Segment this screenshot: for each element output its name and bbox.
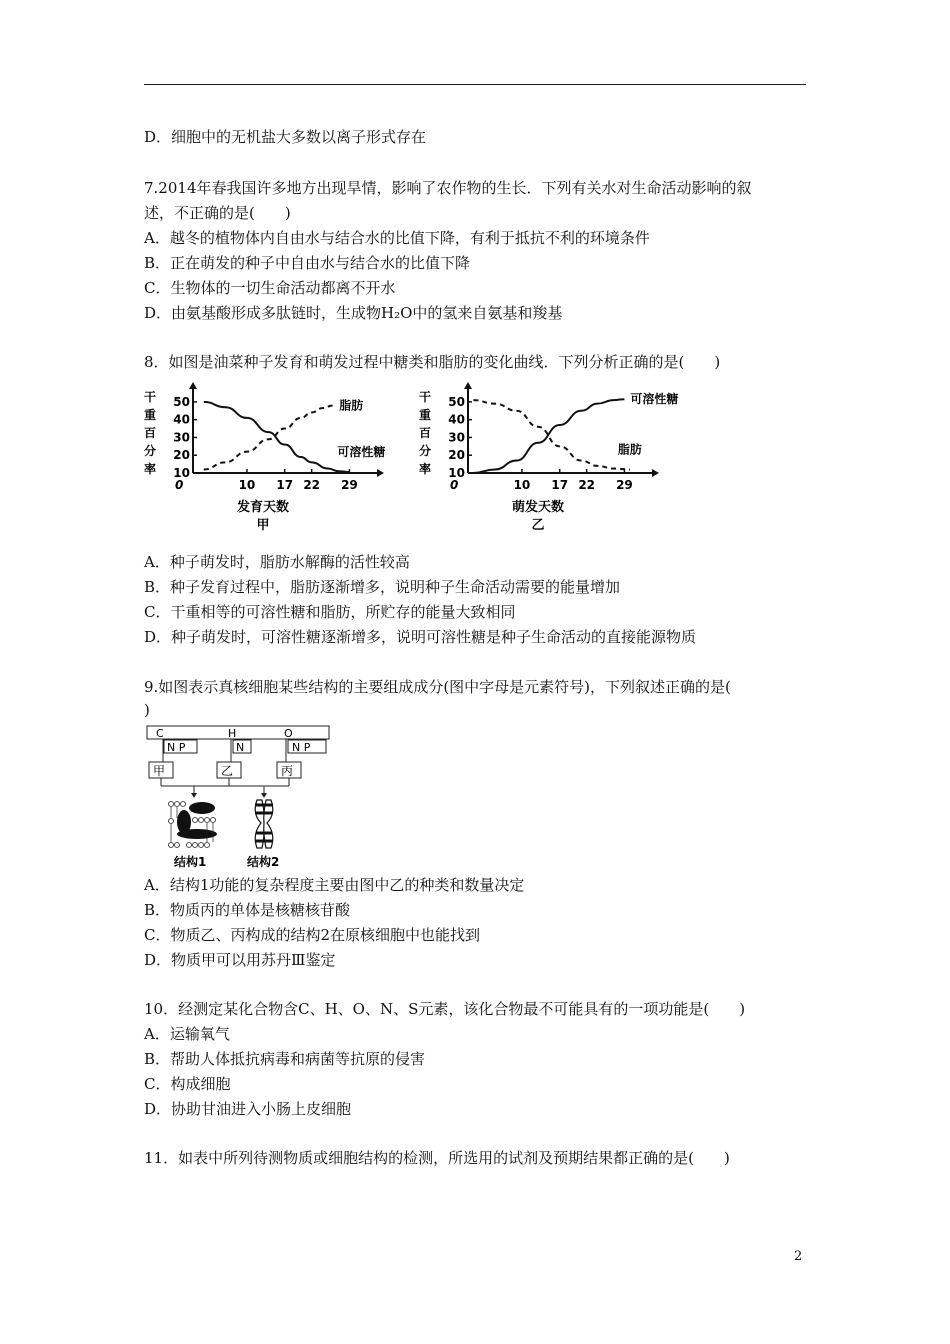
q8-option-b: B．种子发育过程中，脂肪逐渐增多，说明种子生命活动需要的能量增加 [144, 578, 621, 596]
y-axis-label-char: 重 [419, 408, 432, 422]
q10-option-a: A．运输氧气 [144, 1025, 230, 1043]
substance-yi: 乙 [221, 764, 234, 778]
series-line-dashed [204, 405, 333, 469]
q7-option-c: C．生物体的一切生命活动都离不开水 [144, 279, 396, 297]
x-tick-label: 29 [616, 478, 633, 492]
x-tick-label: 22 [578, 478, 596, 492]
series-line-dashed [473, 400, 629, 469]
y-axis-label-char: 干 [419, 390, 432, 404]
y-tick-label: 10 [173, 466, 190, 480]
q7-stem-line1: 7.2014年春我国许多地方出现旱情，影响了农作物的生长．下列有关水对生命活动影响的叙 [144, 179, 752, 197]
y-axis-label-char: 分 [419, 444, 432, 458]
elements-box [147, 726, 329, 739]
q9-option-a: A．结构1功能的复杂程度主要由图中乙的种类和数量决定 [144, 876, 525, 894]
q10-option-c: C．构成细胞 [144, 1075, 231, 1093]
structure-2-label: 结构2 [247, 855, 280, 869]
y-axis-arrow [464, 382, 472, 389]
np-right-label: N P [292, 741, 311, 754]
y-tick-label: 30 [173, 430, 190, 445]
y-axis-label-char: 重 [144, 408, 157, 422]
x-tick-label: 22 [303, 478, 321, 492]
y-axis-label-char: 百 [144, 426, 157, 440]
series-line-solid [473, 399, 624, 473]
x-axis-label: 发育天数 [236, 500, 290, 515]
chart-sublabel: 甲 [256, 518, 270, 533]
q9-stem-line2: ) [144, 701, 150, 719]
y-tick-label: 40 [173, 412, 190, 427]
q8-option-d: D．种子萌发时，可溶性糖逐渐增多，说明可溶性糖是种子生命活动的直接能源物质 [144, 628, 697, 646]
y-tick-label: 30 [448, 430, 465, 445]
y-axis-label-char: 百 [419, 426, 432, 440]
x-tick-label: 10 [238, 478, 256, 492]
q9-diagram [144, 724, 344, 874]
prev-option-d: D．细胞中的无机盐大多数以离子形式存在 [144, 128, 427, 146]
series-label: 可溶性糖 [337, 445, 386, 460]
y-tick-label: 40 [448, 412, 465, 427]
structure-1-label: 结构1 [174, 855, 207, 869]
q9-option-d: D．物质甲可以用苏丹Ⅲ鉴定 [144, 951, 336, 969]
series-label: 脂肪 [617, 442, 642, 457]
q10-option-b: B．帮助人体抵抗病毒和病菌等抗原的侵害 [144, 1050, 426, 1068]
y-tick-label: 50 [448, 394, 465, 409]
q8-option-c: C．干重相等的可溶性糖和脂肪，所贮存的能量大致相同 [144, 603, 516, 621]
y-axis-label-char: 分 [144, 444, 157, 458]
x-tick-label: 10 [513, 478, 531, 492]
q7-option-b: B．正在萌发的种子中自由水与结合水的比值下降 [144, 254, 471, 272]
q9-stem-line1: 9.如图表示真核细胞某些结构的主要组成成分(图中字母是元素符号)，下列叙述正确的是( [144, 678, 731, 696]
q10-option-d: D．协助甘油进入小肠上皮细胞 [144, 1100, 352, 1118]
x-axis-arrow [377, 469, 384, 477]
y-axis-label-char: 干 [144, 390, 157, 404]
x-tick-label: 29 [341, 478, 358, 492]
q8-stem: 8．如图是油菜种子发育和萌发过程中糖类和脂肪的变化曲线．下列分析正确的是( ) [144, 353, 721, 371]
q9-option-b: B．物质丙的单体是核糖核苷酸 [144, 901, 351, 919]
n-mid-label: N [236, 741, 245, 754]
y-tick-label: 20 [173, 448, 190, 463]
substance-jia: 甲 [153, 764, 166, 778]
membrane-structure-icon [169, 802, 218, 848]
y-tick-label: 50 [173, 394, 190, 409]
substance-bing: 丙 [281, 764, 294, 778]
chromosome-icon [255, 800, 273, 848]
x-axis-label: 萌发天数 [511, 500, 565, 515]
element-h: H [228, 727, 237, 740]
x-axis-arrow [652, 469, 659, 477]
y-tick-label: 20 [448, 448, 465, 463]
chart-sublabel: 乙 [531, 518, 545, 533]
origin-label: 0 [450, 478, 459, 492]
q7-option-d: D．由氨基酸形成多肽链时，生成物H₂O中的氢来自氨基和羧基 [144, 304, 563, 322]
chart-development [140, 385, 390, 535]
y-axis-arrow [189, 382, 197, 389]
y-tick-label: 10 [448, 466, 465, 480]
header-rule [144, 84, 806, 85]
series-label: 脂肪 [339, 398, 364, 413]
series-label: 可溶性糖 [630, 392, 679, 407]
page-number: 2 [794, 1249, 803, 1264]
element-o: O [284, 727, 293, 740]
chart-germination [415, 385, 679, 535]
y-axis-label-char: 率 [419, 462, 432, 476]
q11-stem: 11．如表中所列待测物质或细胞结构的检测，所选用的试剂及预期结果都正确的是( ) [144, 1149, 730, 1167]
q7-stem-line2: 述，不正确的是( ) [144, 204, 291, 222]
np-left-label: N P [167, 741, 186, 754]
q8-option-a: A．种子萌发时，脂肪水解酶的活性较高 [144, 553, 410, 571]
series-line-solid [204, 402, 350, 472]
origin-label: 0 [175, 478, 184, 492]
q9-option-c: C．物质乙、丙构成的结构2在原核细胞中也能找到 [144, 926, 481, 944]
q7-option-a: A．越冬的植物体内自由水与结合水的比值下降，有利于抵抗不利的环境条件 [144, 229, 650, 247]
x-tick-label: 17 [551, 478, 569, 492]
y-axis-label-char: 率 [144, 462, 157, 476]
element-c: C [156, 727, 164, 740]
q10-stem: 10．经测定某化合物含C、H、O、N、S元素，该化合物最不可能具有的一项功能是( ) [144, 1000, 746, 1018]
x-tick-label: 17 [276, 478, 294, 492]
